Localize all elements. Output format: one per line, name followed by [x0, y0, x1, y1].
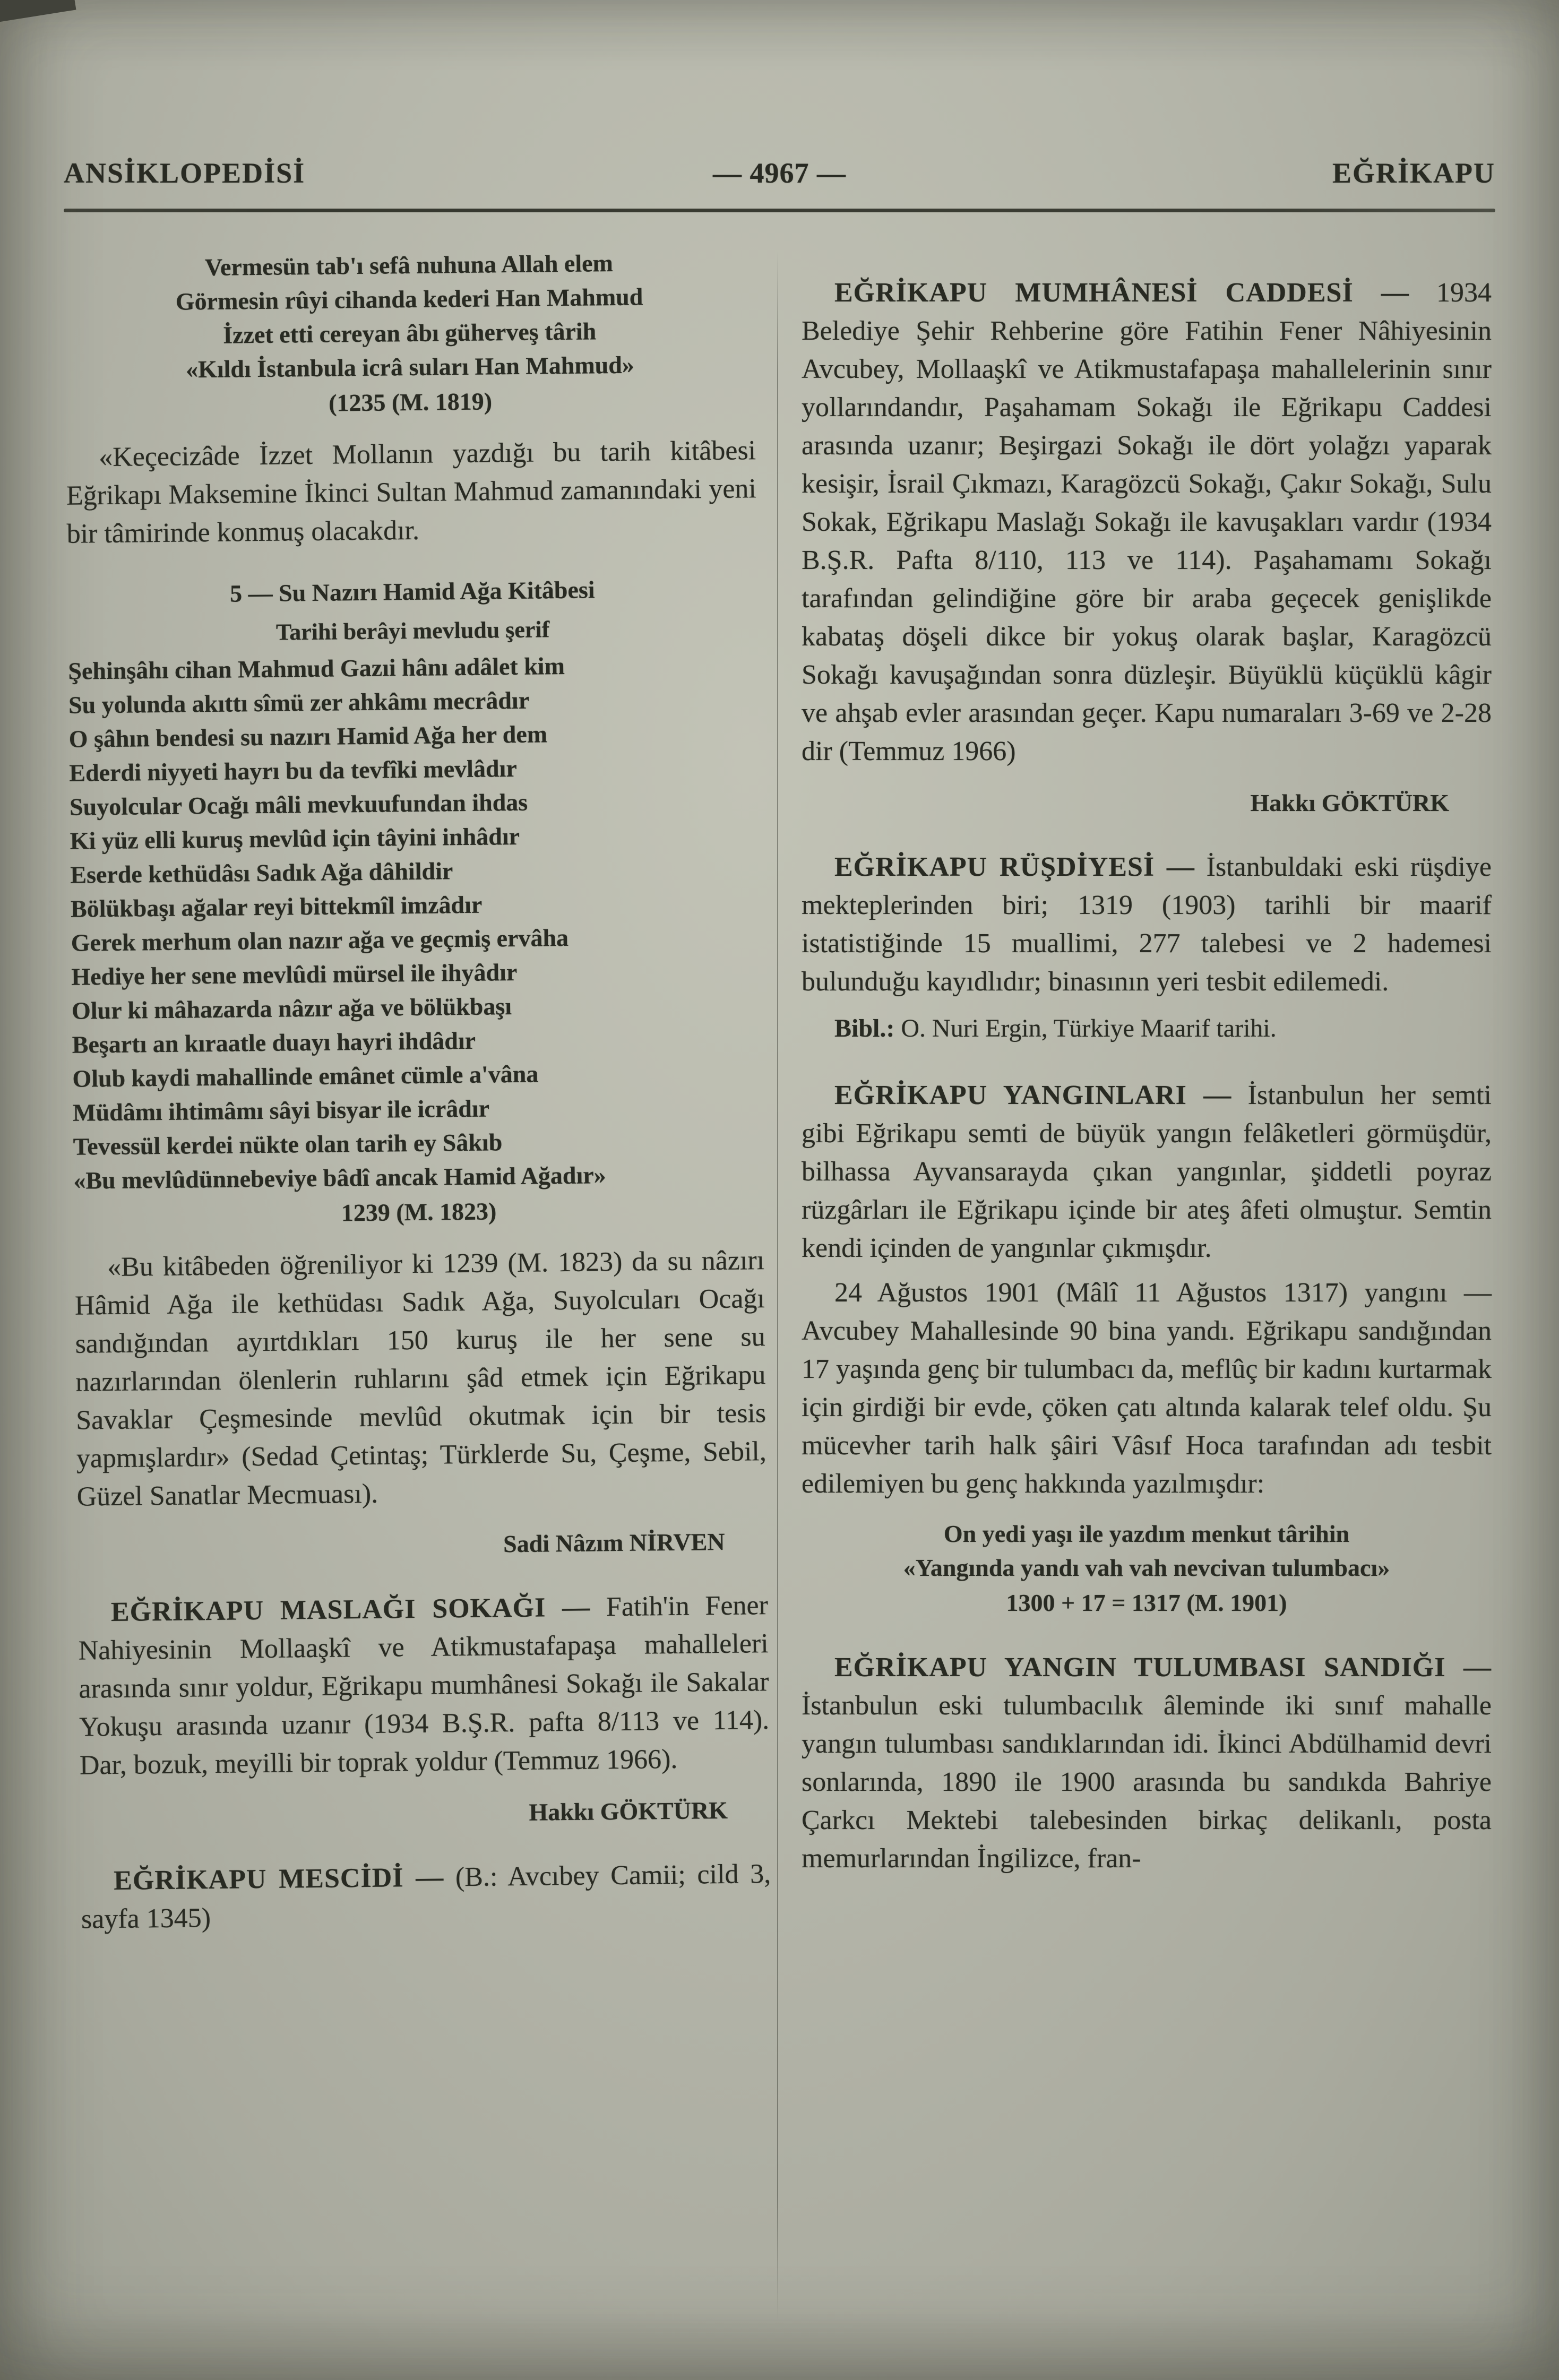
left-column [64, 242, 771, 1938]
entry-title-lead: EĞRİKAPU YANGINLARI — [834, 1080, 1232, 1110]
column-divider [777, 251, 778, 2321]
scan-corner-artifact [0, 0, 76, 24]
verse-line: Su yolunda akıttı sîmü zer ahkâmı mecrâdır [68, 686, 530, 719]
bibliography-line [802, 1010, 1492, 1048]
verse-block [64, 245, 755, 423]
paragraph-text: Fatih'in Fener Nahiyesinin Mollaaşkî ve Atikmustafapaşa mahalleleri arasında sınır yoldur, Eğrikapu mumhânesi Sokağı ile Sakalar Yokuşu arasında uzanır (1934 B.Ş.R. pafta 8/113 ve 114). Dar, bozuk, meyilli bir toprak yoldur (Temmuz 1966). [78, 1590, 770, 1781]
section-heading: Tarihi berâyi mevludu şerif [275, 616, 550, 645]
verse-line: «Kıldı İstanbula icrâ suları Han Mahmud» [185, 351, 635, 383]
author-byline: Hakkı GÖKTÜRK [1250, 789, 1449, 816]
verse-line: Suyolcular Ocağı mâli mevkuufundan ihdas [69, 788, 528, 821]
page-number: — 4967 — [713, 157, 846, 189]
right-column [802, 245, 1492, 1878]
verse-line: Tevessül kerdei nükte olan tarih ey Sâkıb [73, 1128, 503, 1160]
verse-line: On yedi yaşı ile yazdım menkut târihin [943, 1520, 1350, 1547]
section-heading: 5 — Su Nazırı Hamid Ağa Kitâbesi [229, 576, 595, 607]
header-rule [64, 209, 1495, 212]
verse-line: Ki yüz elli kuruş mevlûd için tâyini inhâdır [70, 822, 520, 855]
verse-line: Hediye her sene mevlûdi mürsel ile ihyâdır [71, 958, 518, 990]
article-paragraph [802, 848, 1492, 1001]
paragraph-text: İstanbuldaki eski rüşdiye mekteplerinden biri; 1319 (1903) tarihli bir maarif istatistiğinde 15 muallimi, 277 talebesi ve 2 hademesi bulunduğu kayıdlıdır; binasının yeri tesbit edilemedi. [802, 852, 1492, 997]
verse-line: Bölükbaşı ağalar reyi bittekmîl imzâdır [70, 891, 483, 922]
author-byline: Hakkı GÖKTÜRK [529, 1796, 728, 1826]
verse-line: Müdâmı ihtimâmı sâyi bisyar ile icrâdır [72, 1094, 490, 1126]
paragraph-text: «Bu kitâbeden öğreniliyor ki 1239 (M. 1823) da su nâzırı Hâmid Ağa ile kethüdası Sadık Ağa, Suyolcuları Ocağı sandığından ayırtdıkları 150 kuruş ile her sene su nazırlarından ölenlerin ruhlarını şâd etmek için Eğrikapu Savaklar Çeşmesinde mevlûd okutmak için bir tesis yapmışlardır» (Sedad Çetintaş; Türklerde Su, Çeşme, Sebil, Güzel Sanatlar Mecmuası). [74, 1245, 767, 1512]
verse-line: Şehinşâhı cihan Mahmud Gazıi hânı adâlet kim [68, 652, 565, 685]
verse-line: Vermesün tab'ı sefâ nuhuna Allah elem [204, 249, 614, 281]
article-paragraph [802, 274, 1492, 771]
paragraph-text: O. Nuri Ergin, Türkiye Maarif tarihi. [901, 1014, 1277, 1042]
article-paragraph [802, 1649, 1492, 1878]
verse-line: Beşartı an kıraatle duayı hayri ihdâdır [72, 1027, 476, 1058]
entry-running-title: EĞRİKAPU [1332, 157, 1495, 189]
verse-date: 1300 + 17 = 1317 (M. 1901) [1006, 1589, 1287, 1616]
work-title: ANSİKLOPEDİSİ [64, 157, 306, 189]
entry-title-lead: EĞRİKAPU MUMHÂNESİ CADDESİ — [834, 278, 1409, 308]
paragraph-text: (B.: Avcıbey Camii; cild 3, sayfa 1345) [81, 1859, 771, 1935]
verse-line: «Yangında yandı vah vah nevcivan tulumbacı» [903, 1554, 1390, 1581]
verse-line: Olub kaydi mahallinde emânet cümle a'vâna [72, 1060, 539, 1092]
verse-date: 1239 (M. 1823) [341, 1197, 497, 1227]
paragraph-text: 1934 Belediye Şehir Rehberine göre Fatihin Fener Nâhiyesinin Avcubey, Mollaaşkî ve Atikmustafapaşa mahallelerinin sınır yollarındandır, Paşahamam Sokağı ile Eğrikapu Caddesi arasında uzanır; Beşirgazi Sokağı ile dört yolağzı yaparak kesişir, İsrail Çıkmazı, Karagözcü Sokağı, Çakır Sokağı, Sulu Sokak, Eğrikapu Maslağı Sokağı ile kavuşakları vardır (1934 B.Ş.R. Pafta 8/110, 113 ve 114). Paşahamamı Sokağı tarafından gelindiğine göre bir araba geçecek genişlikde kabataş döşeli dikce bir yokuş olarak başlar, Karagözcü Sokağı kavuşağından sonra düzleşir. Büyüklü küçüklü kâgir ve ahşab evler arasından geçer. Kapu numaraları 3-69 ve 2-28 dir (Temmuz 1966) [802, 278, 1492, 766]
entry-title-lead: EĞRİKAPU RÜŞDİYESİ — [834, 852, 1195, 882]
verse-line: Eserde kethüdâsı Sadık Ağa dâhildir [70, 857, 453, 889]
paragraph-text: İstanbulun her semti gibi Eğrikapu semti de büyük yangın felâketleri görmüşdür, bilhassa Ayvansarayda çıkan yangınlar, şiddetli poyraz rüzgârları ile Eğrikapu içinde bir ateş âfeti olmuştur. Semtin kendi içinden de yangınlar çıkmışdır. [802, 1080, 1492, 1263]
paragraph [802, 1274, 1492, 1503]
verse-line: Olur ki mâhazarda nâzır ağa ve bölükbaşı [71, 993, 512, 1024]
entry-title-lead: EĞRİKAPU MESCİDİ — [113, 1862, 444, 1896]
verse-line: Ederdi niyyeti hayrı bu da tevfîki mevlâdır [69, 754, 517, 787]
verse-line: «Bu mevlûdünnebeviye bâdî ancak Hamid Ağadır» [73, 1161, 606, 1194]
verse-line: Gerek merhum olan nazır ağa ve geçmiş ervâha [71, 924, 569, 956]
verse-line: İzzet etti cereyan âbı güherveş târih [222, 317, 597, 349]
verse-line: Görmesin rûyi cihanda kederi Han Mahmud [175, 283, 643, 315]
paragraph [66, 432, 757, 554]
entry-title-lead: EĞRİKAPU MASLAĞI SOKAĞI — [110, 1592, 591, 1628]
article-paragraph [802, 1076, 1492, 1267]
page-header [64, 157, 1495, 189]
entry-title-lead: Bibl.: [834, 1014, 895, 1042]
two-column-body [64, 245, 1495, 2321]
verse-date: (1235 (M. 1819) [328, 387, 493, 417]
article-paragraph [81, 1855, 771, 1939]
paragraph-text: «Keçecizâde İzzet Mollanın yazdığı bu tarih kitâbesi Eğrikapı Maksemine İkinci Sultan Mahmud zamanındaki yeni bir tâmirinde konmuş olacakdır. [66, 435, 757, 549]
verse-block [68, 647, 764, 1233]
paragraph [74, 1241, 767, 1516]
paragraph-text: 24 Ağustos 1901 (Mâlî 11 Ağustos 1317) yangını — Avcubey Mahallesinde 90 bina yandı. Eğrikapu sandığından 17 yaşında genç bir tulumbacı da, meflûç bir kadını kurtarmak için girdiği bir evde, çöken çatı altında kalarak telef oldu. Şu mücevher tarih halk şâiri Vâsıf Hoca tarafından adı tesbit edilemiyen bu genç hakkında yazılmışdır: [802, 1278, 1492, 1499]
paragraph-text: İstanbulun eski tulumbacılık âleminde iki sınıf mahalle yangın tulumbası sandıklarından idi. İkinci Abdülhamid devri sonlarında, 1890 ile 1900 arasında bu sandıkda Bahriye Çarkcı Mektebi talebesinden birkaç delikanlı, posta memurlarından İngilizce, fran- [802, 1691, 1492, 1874]
article-paragraph [78, 1586, 770, 1785]
author-byline: Sadi Nâzım NİRVEN [503, 1528, 725, 1558]
verse-line: O şâhın bendesi su nazırı Hamid Ağa her dem [68, 720, 548, 753]
entry-title-lead: EĞRİKAPU YANGIN TULUMBASI SANDIĞI — [834, 1652, 1492, 1683]
verse-block [802, 1517, 1492, 1620]
